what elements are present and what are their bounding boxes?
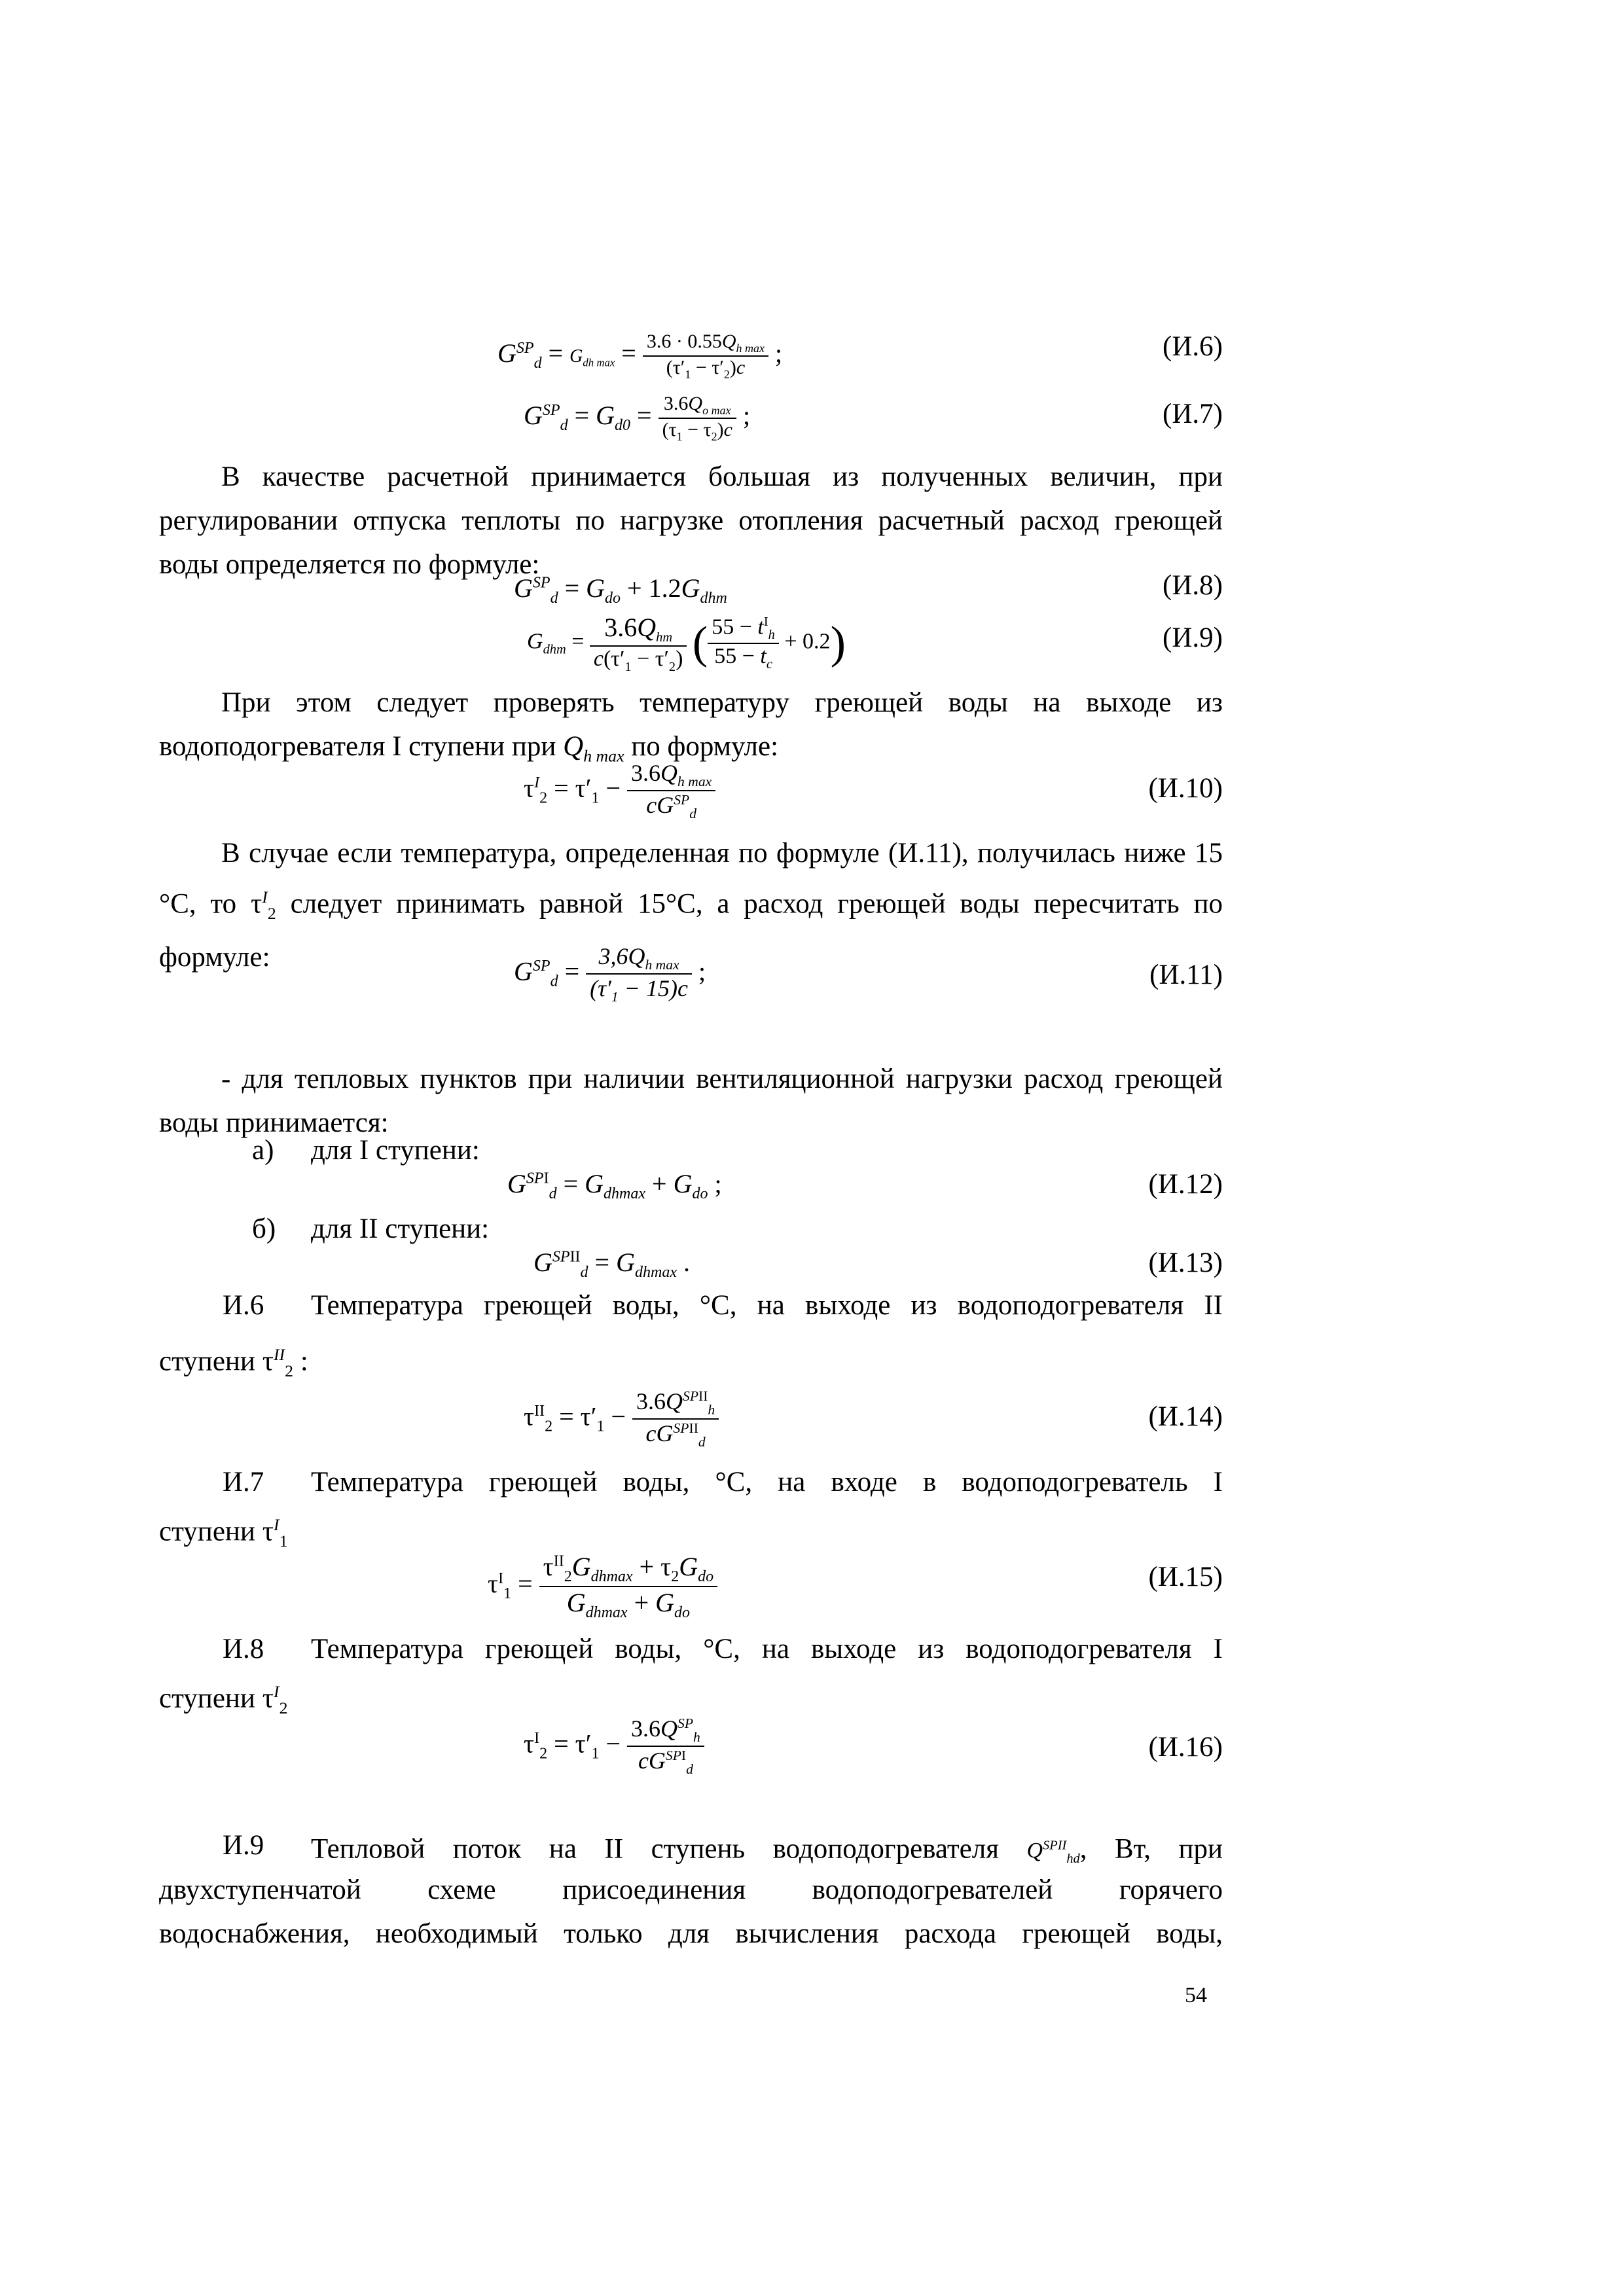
formula-i14: $\tau^{II}_2 = \tau'_1$ − $\frac{3.6Q^{SPII}_h}{cG^{SPII}_d}$	[524, 1388, 719, 1450]
formula-i12: $G^{SPI}_d = G_{dhmax} + G_{do}$ ;	[507, 1169, 722, 1202]
eq-label-i12: (И.12)	[1148, 1169, 1223, 1200]
paragraph-2: При этом следует проверять температуру греющей воды на выходе из водоподогревателя I ступени при $Q_{h max}$ по формуле:	[159, 687, 1223, 766]
section-9-line3: водоснабжения, необходимый только для вычисления расхода греющей воды,	[159, 1918, 1223, 1949]
formula-i11: $G^{SP}_d$ = $\frac{3,6Q_{h max}}{(\tau'_1 - 15)c}$ ;	[514, 943, 706, 1005]
paragraph-1: В качестве расчетной принимается большая из полученных величин, при регулировании отпуска теплоты по нагрузке отопления расчетный расход греющей воды определяется по формуле:	[159, 461, 1223, 580]
section-6-text: Температура греющей воды, °С, на выходе из водоподогревателя II	[311, 1290, 1223, 1321]
section-6-number: И.6	[223, 1290, 264, 1321]
list-item-a-marker: а)	[252, 1135, 274, 1166]
eq-label-i10: (И.10)	[1148, 773, 1223, 804]
paragraph-4: - для тепловых пунктов при наличии вентиляционной нагрузки расход греющей воды принимается:	[159, 1064, 1223, 1138]
section-8-text: Температура греющей воды, °С, на выходе из водоподогревателя I	[311, 1634, 1223, 1664]
eq-label-i6: (И.6)	[1163, 331, 1223, 362]
list-item-b-marker: б)	[252, 1213, 276, 1244]
eq-label-i15: (И.15)	[1148, 1562, 1223, 1592]
eq-label-i11: (И.11)	[1149, 960, 1223, 990]
formula-i6: $G^{SP}_d = G_{dh max}$ = $\frac{3.6 \cdot 0.55Q_{h max}}{(\tau'_1 - \tau'_2)c}$ ;	[497, 331, 783, 381]
section-7-text: Температура греющей воды, °С, на входе в водоподогреватель I	[311, 1467, 1223, 1498]
formula-i15: $\tau^I_1$ = $\frac{\tau^{II}_2G_{dhmax} + \tau_2G_{do}}{G_{dhmax} + G_{do}}$	[488, 1551, 717, 1622]
eq-label-i7: (И.7)	[1163, 399, 1223, 429]
formula-i9: $G_{dhm}$ = $\frac{3.6Q_{hm}}{c(\tau'_1 - \tau'_2)}$ ( $\frac{55 - t^I_h}{55 - t_c}$ + 0.2)	[527, 613, 846, 674]
formula-i7: $G^{SP}_d = G_{d0}$ = $\frac{3.6Q_{o max}}{(\tau_1 - \tau_2)c}$ ;	[524, 393, 751, 443]
eq-label-i16: (И.16)	[1148, 1732, 1223, 1763]
list-item-a-text: для I ступени:	[311, 1135, 480, 1166]
eq-label-i9: (И.9)	[1163, 622, 1223, 653]
page-number: 54	[1185, 1983, 1207, 2007]
list-item-b-text: для II ступени:	[311, 1213, 490, 1244]
formula-i10: $\tau^I_2 = \tau'_1$ − $\frac{3.6Q_{h max}}{cG^{SP}_d}$	[524, 759, 715, 822]
formula-i16: $\tau^I_2 = \tau'_1$ − $\frac{3.6Q^{SP}_h}{cG^{SPI}_d}$	[524, 1715, 704, 1778]
eq-label-i8: (И.8)	[1163, 570, 1223, 601]
section-6-line2: ступени $\tau^{II}_2$ :	[159, 1345, 308, 1380]
section-9-number: И.9	[223, 1830, 264, 1861]
section-9-line2: двухступенчатой схеме присоединения водоподогревателей горячего	[159, 1874, 1223, 1905]
section-8-line2: ступени $\tau^I_2$	[159, 1682, 288, 1717]
section-9-text: Тепловой поток на II ступень водоподогревателя $Q^{SPII}_{hd}$, Вт, при	[311, 1833, 1223, 1867]
formula-i13: $G^{SPII}_d = G_{dhmax}$ .	[533, 1247, 690, 1281]
section-8-number: И.8	[223, 1634, 264, 1664]
eq-label-i13: (И.13)	[1148, 1247, 1223, 1278]
section-7-line2: ступени $\tau^I_1$	[159, 1515, 288, 1551]
eq-label-i14: (И.14)	[1148, 1401, 1223, 1432]
section-7-number: И.7	[223, 1467, 264, 1498]
paragraph-3: В случае если температура, определенная по формуле (И.11), получилась ниже 15 °С, то $\tau^I_2$ следует принимать равной 15°С, а расход греющей воды пересчитать по формуле:	[159, 838, 1223, 973]
formula-i8: $G^{SP}_d = G_{do} + 1.2G_{dhm}$	[514, 573, 727, 607]
